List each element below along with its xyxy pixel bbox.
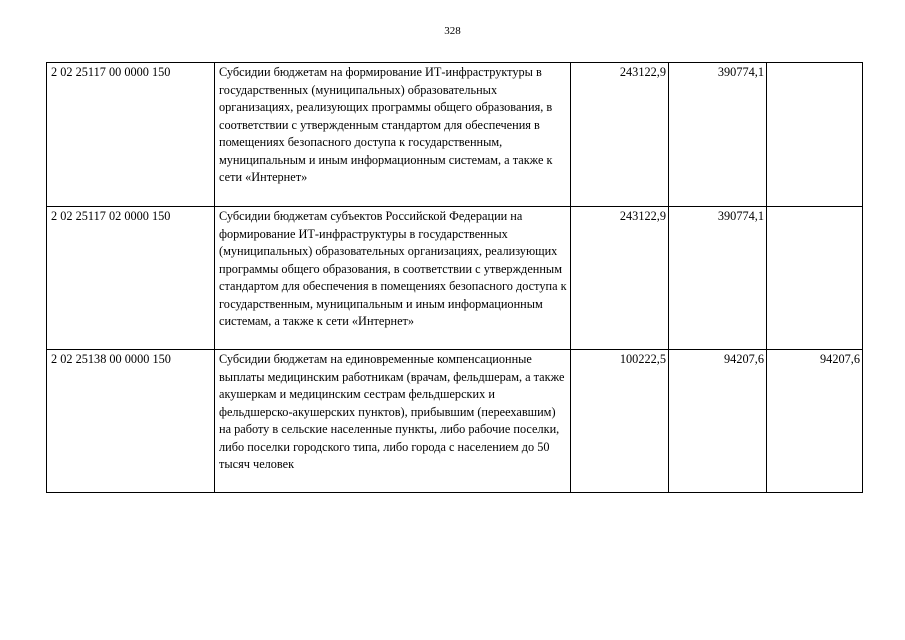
amount-cell-1: 243122,9 [571,63,669,207]
amount-cell-2: 94207,6 [669,350,767,493]
budget-table [46,62,863,493]
amount-cell-3 [767,63,863,207]
table-row [47,350,863,493]
amount-cell-2: 390774,1 [669,207,767,350]
amount-cell-1: 243122,9 [571,207,669,350]
table-row [47,207,863,350]
income-name-cell: Субсидии бюджетам на формирование ИТ-инфраструктуры в государственных (муниципальных) образовательных организациях, реализующих программы общего образования, в соответствии с утвержденным стандартом для обеспечения в помещениях безопасного доступа к государственным, муниципальным и иным информационным системам, а также к сети «Интернет» [215,63,571,207]
budget-code-cell: 2 02 25138 00 0000 150 [47,350,215,493]
budget-code-cell: 2 02 25117 02 0000 150 [47,207,215,350]
table-row [47,63,863,207]
income-name-cell: Субсидии бюджетам на единовременные компенсационные выплаты медицинским работникам (врачам, фельдшерам, а также акушеркам и медицинским сестрам фельдшерских и фельдшерско-акушерских пунктов), прибывшим (переехавшим) на работу в сельские населенные пункты, либо рабочие поселки, либо поселки городского типа, либо города с населением до 50 тысяч человек [215,350,571,493]
amount-cell-2: 390774,1 [669,63,767,207]
amount-cell-1: 100222,5 [571,350,669,493]
income-name-cell: Субсидии бюджетам субъектов Российской Федерации на формирование ИТ-инфраструктуры в государственных (муниципальных) образовательных организациях, реализующих программы общего образования, в соответствии с утвержденным стандартом для обеспечения в помещениях безопасного доступа к государственным, муниципальным и иным информационным системам, а также к сети «Интернет» [215,207,571,350]
amount-cell-3 [767,207,863,350]
amount-cell-3: 94207,6 [767,350,863,493]
budget-code-cell: 2 02 25117 00 0000 150 [47,63,215,207]
page-number: 328 [444,25,461,37]
